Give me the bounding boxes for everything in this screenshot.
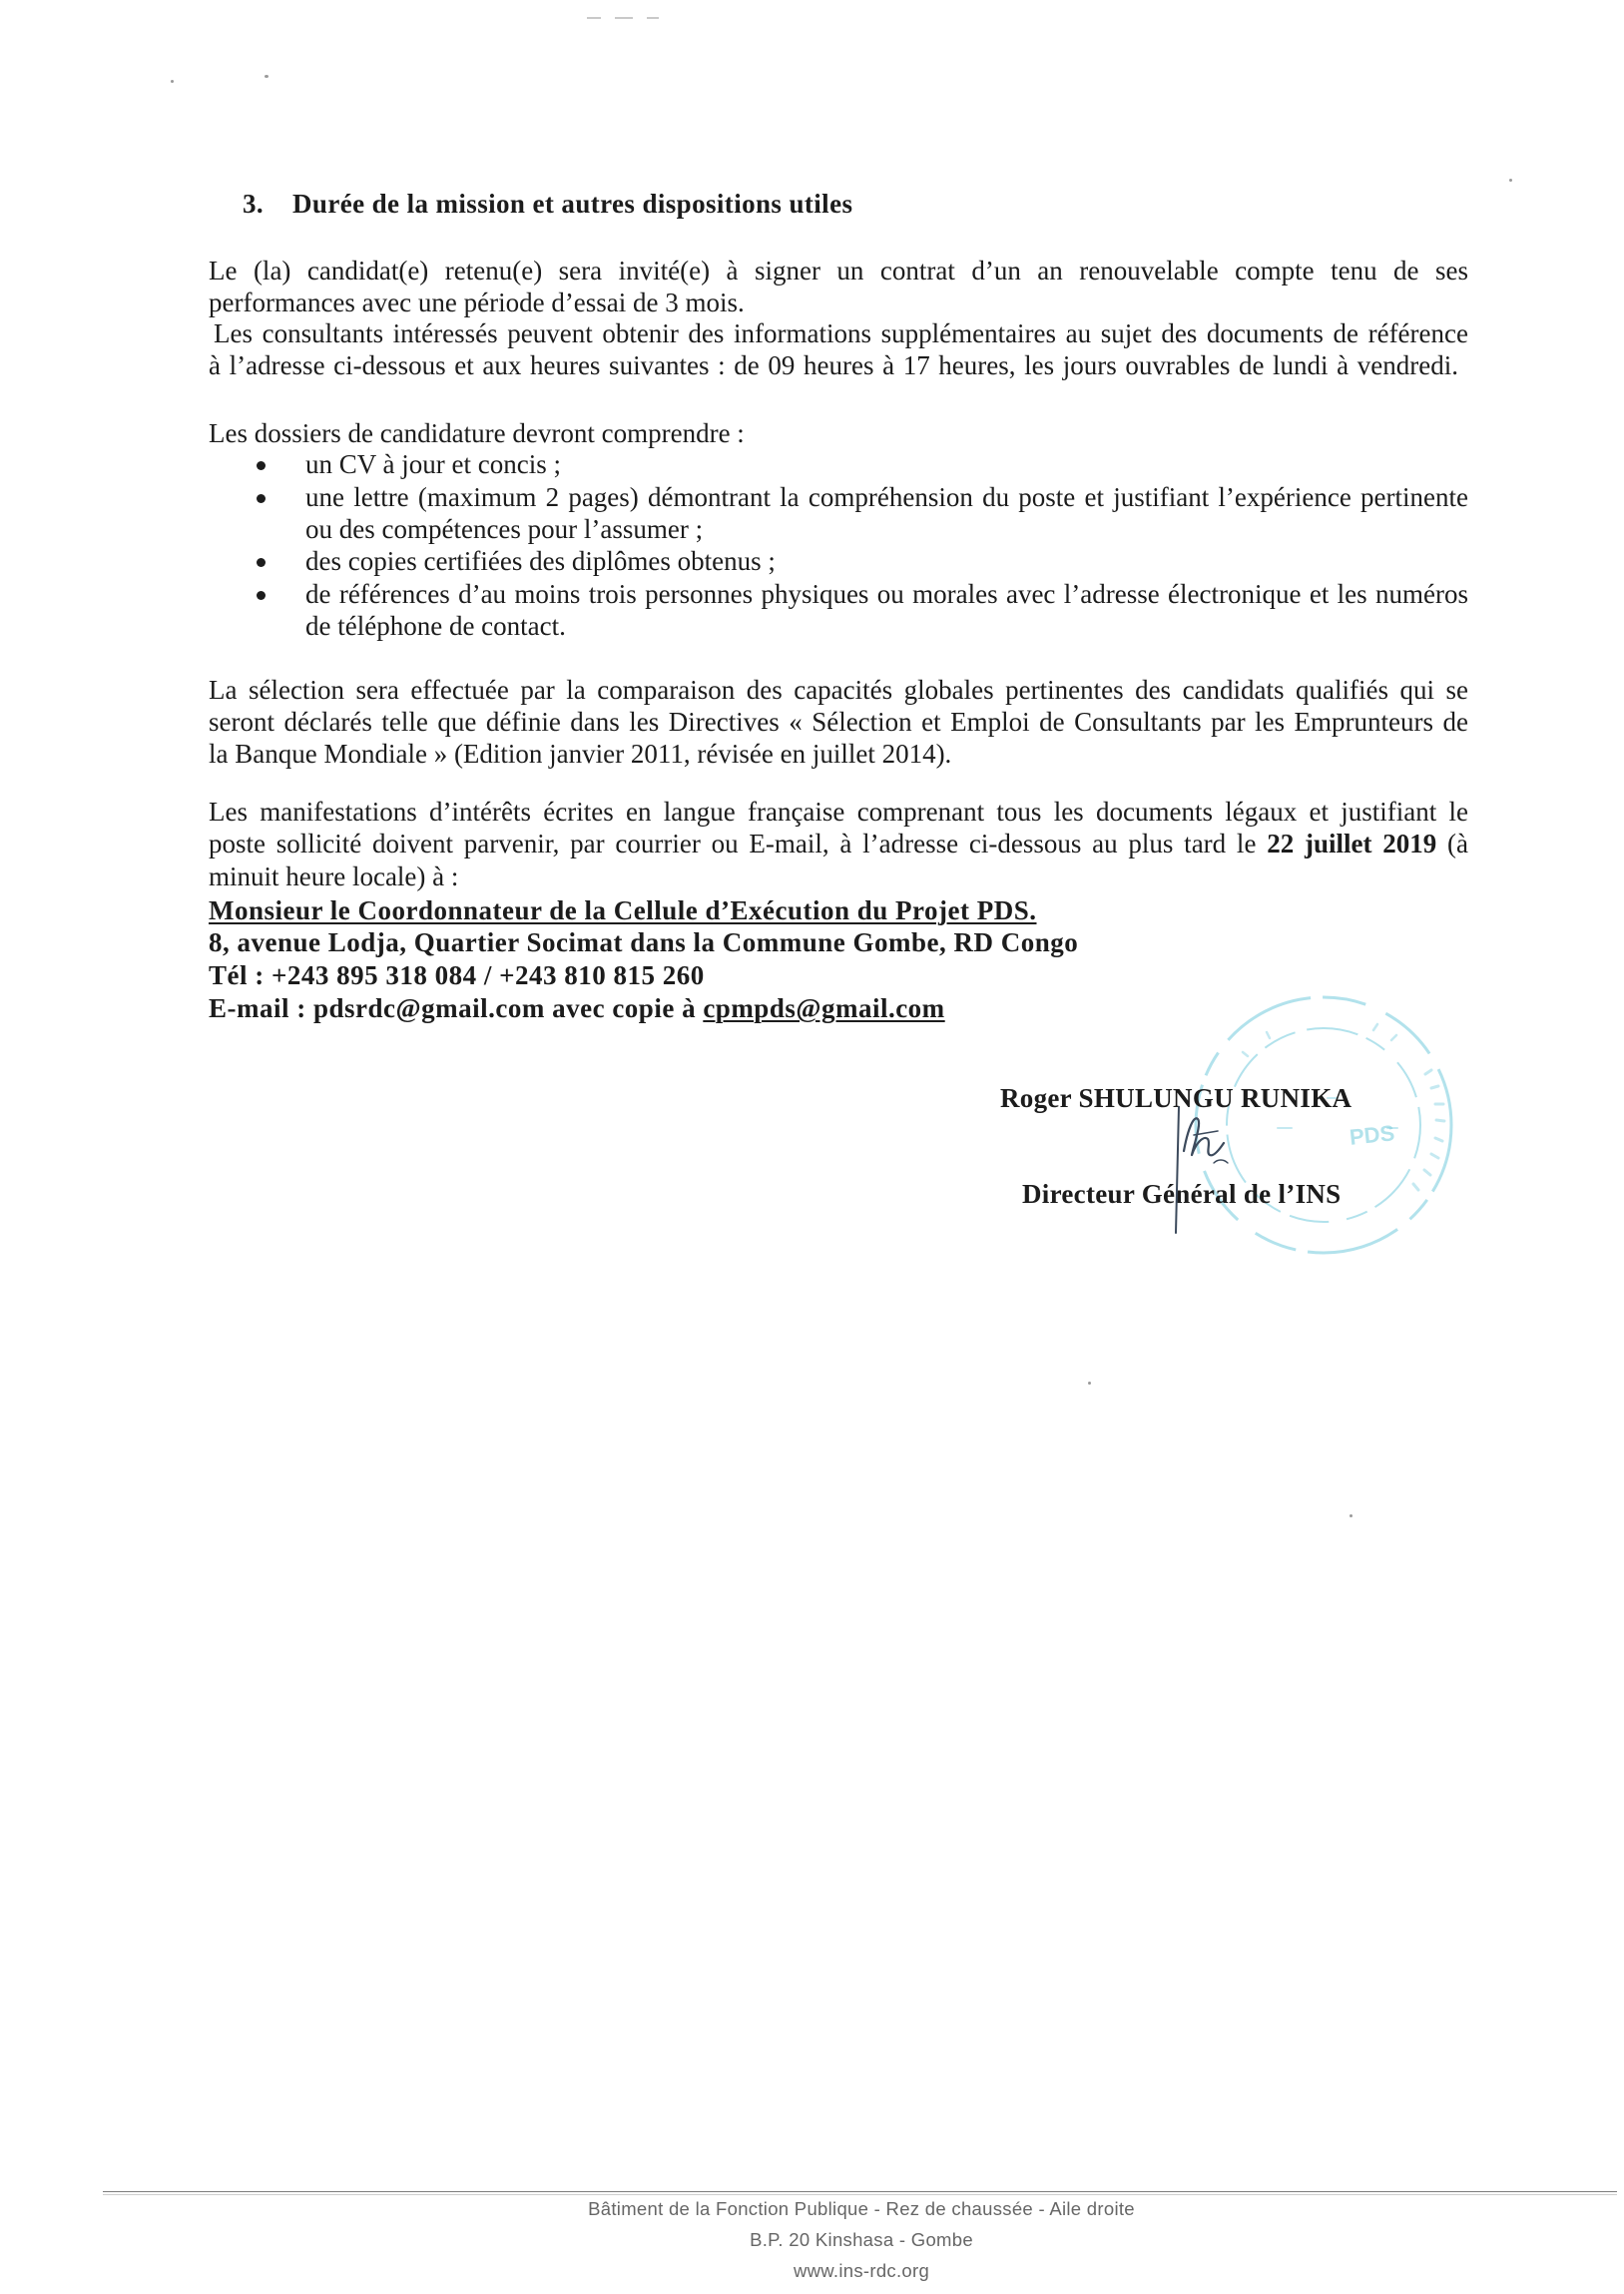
bullet-text: ou des compétences pour l’assumer ;	[305, 514, 704, 544]
email-label: E-mail :	[209, 993, 306, 1023]
recipient-phone	[209, 959, 705, 991]
footer-address: Bâtiment de la Fonction Publique - Rez de chaussée - Aile droite	[588, 2198, 1135, 2219]
copy-label: avec copie à	[552, 993, 697, 1023]
bullet-dot	[257, 461, 266, 470]
paragraph-line	[209, 828, 1468, 860]
paragraph-line: Les consultants intéressés peuvent obtenir des informations supplémentaires au sujet des documents de référence	[214, 318, 1468, 348]
list-intro: Les dossiers de candidature devront comprendre :	[209, 418, 745, 448]
signatory-title: Directeur Général de l’INS	[1022, 1179, 1342, 1209]
deadline-date: 22 juillet 2019	[1267, 829, 1437, 859]
section-number: 3.	[243, 189, 265, 219]
bullet-text: un CV à jour et concis ;	[305, 449, 561, 479]
paragraph-line: Le (la) candidat(e) retenu(e) sera invité(e) à signer un contrat d’un an renouvelable compte tenu de ses	[209, 256, 1468, 286]
stamp-label: PDS	[1348, 1120, 1396, 1150]
paragraph-line: performances avec une période d’essai de 3 mois.	[209, 287, 745, 317]
footer-rule	[103, 2194, 1617, 2195]
bullet-text: des copies certifiées des diplômes obtenus ;	[305, 546, 776, 576]
phone-separator: /	[483, 960, 492, 990]
paragraph-text: poste sollicité doivent parvenir, par courrier ou E-mail, à l’adresse ci-dessous au plus tard le	[209, 829, 1257, 859]
paragraph-line: seront déclarés telle que définie dans les Directives « Sélection et Emploi de Consultants par les Emprunteurs de	[209, 707, 1468, 737]
scan-speck	[171, 80, 174, 83]
phone-number: +243 895 318 084	[271, 960, 477, 990]
bullet-dot	[257, 494, 266, 503]
recipient-addressee: Monsieur le Coordonnateur de la Cellule d’Exécution du Projet PDS.	[209, 895, 1037, 925]
scan-speck	[265, 75, 269, 78]
email-address: pdsrdc@gmail.com	[313, 993, 545, 1023]
paragraph-line: Les manifestations d’intérêts écrites en langue française comprenant tous les documents légaux et justifiant le	[209, 797, 1468, 827]
scan-speck	[1088, 1382, 1091, 1385]
copy-email-address: cpmpds@gmail.com	[703, 993, 945, 1023]
signatory-name: Roger SHULUNGU RUNIKA	[1000, 1083, 1353, 1113]
paragraph-line: la Banque Mondiale » (Edition janvier 2011, révisée en juillet 2014).	[209, 739, 952, 769]
scan-speck	[1509, 179, 1512, 182]
phone-number: +243 810 815 260	[499, 960, 705, 990]
scan-speck	[1350, 1514, 1353, 1517]
bullet-text: de références d’au moins trois personnes physiques ou morales avec l’adresse électronique et les numéros	[305, 579, 1468, 609]
bullet-dot	[257, 558, 266, 567]
bullet-text: une lettre (maximum 2 pages) démontrant la compréhension du poste et justifiant l’expérience pertinente	[305, 482, 1468, 512]
section-title: Durée de la mission et autres dispositions utiles	[292, 189, 853, 219]
bullet-text: de téléphone de contact.	[305, 611, 566, 641]
recipient-street: 8, avenue Lodja, Quartier Socimat dans la Commune Gombe, RD Congo	[209, 927, 1079, 957]
bullet-dot	[257, 591, 266, 600]
paragraph-text: (à	[1447, 829, 1469, 859]
footer-website: www.ins-rdc.org	[793, 2260, 930, 2281]
phone-label: Tél :	[209, 960, 265, 990]
handwritten-signature	[1148, 1093, 1268, 1243]
footer-rule	[103, 2191, 1617, 2192]
scan-speck	[647, 17, 659, 19]
scan-speck	[587, 17, 601, 19]
scan-speck	[615, 17, 633, 19]
paragraph-line: à l’adresse ci-dessous et aux heures suivantes : de 09 heures à 17 heures, les jours ouvrables de lundi à vendredi.	[209, 350, 1458, 380]
footer-po-box: B.P. 20 Kinshasa - Gombe	[750, 2229, 973, 2250]
paragraph-line: minuit heure locale) à :	[209, 861, 459, 891]
paragraph-line: La sélection sera effectuée par la comparaison des capacités globales pertinentes des candidats qualifiés qui se	[209, 675, 1468, 705]
recipient-email	[209, 992, 945, 1024]
